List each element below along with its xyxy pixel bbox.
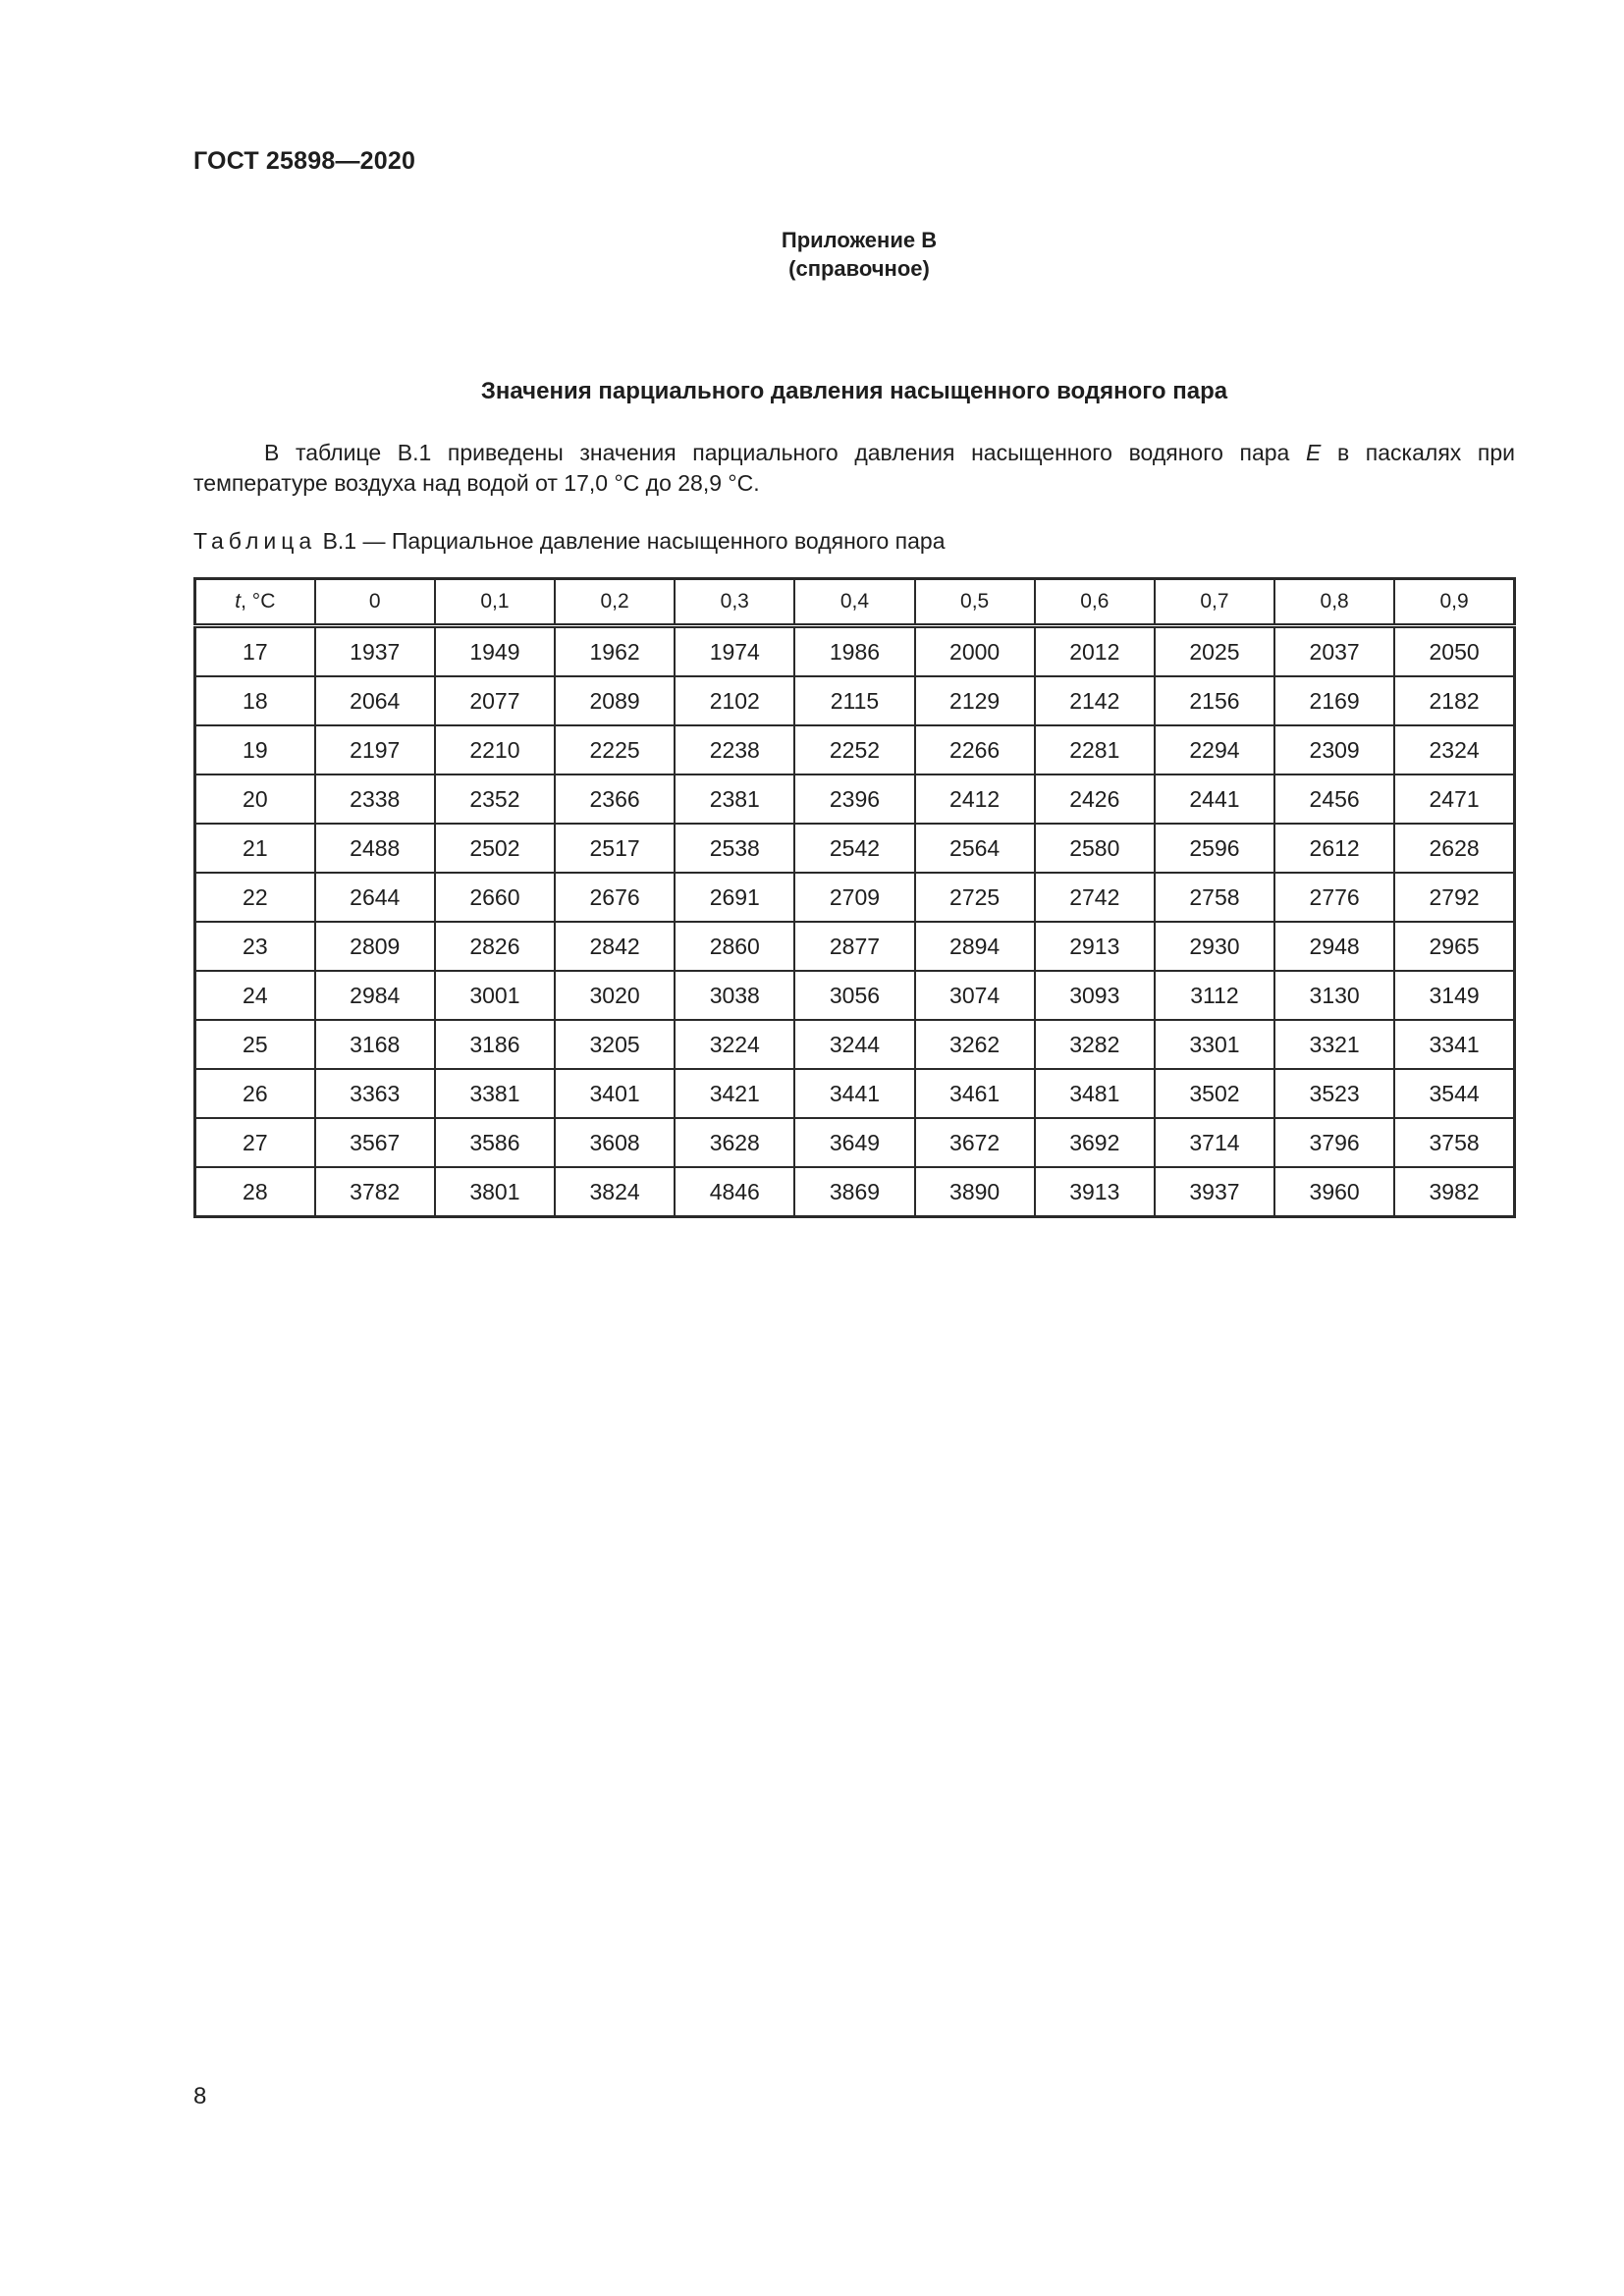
temperature-cell: 23 [195,922,315,971]
temperature-cell: 28 [195,1167,315,1217]
table-body [195,626,1515,1217]
pressure-cell: 3441 [794,1069,914,1118]
pressure-cell: 3093 [1035,971,1155,1020]
table-row [195,824,1515,873]
pressure-cell: 2792 [1394,873,1514,922]
pressure-cell: 2894 [915,922,1035,971]
header-cell: 0,1 [435,579,555,626]
pressure-cell: 3628 [675,1118,794,1167]
pressure-cell: 2089 [555,676,675,725]
pressure-cell: 3824 [555,1167,675,1217]
pressure-cell: 3782 [315,1167,435,1217]
pressure-cell: 3982 [1394,1167,1514,1217]
pressure-cell: 2965 [1394,922,1514,971]
pressure-cell: 4846 [675,1167,794,1217]
pressure-cell: 3714 [1155,1118,1274,1167]
page-number: 8 [193,2083,207,2109]
pressure-cell: 2742 [1035,873,1155,922]
pressure-cell: 3074 [915,971,1035,1020]
pressure-cell: 2197 [315,725,435,774]
pressure-cell: 3020 [555,971,675,1020]
pressure-cell: 2580 [1035,824,1155,873]
document-code: ГОСТ 25898—2020 [193,147,416,175]
temperature-cell: 18 [195,676,315,725]
pressure-cell: 2676 [555,873,675,922]
appendix-heading [0,226,1624,283]
pressure-cell: 2502 [435,824,555,873]
table-row [195,873,1515,922]
table-row [195,971,1515,1020]
table-row [195,725,1515,774]
pressure-cell: 2842 [555,922,675,971]
pressure-cell: 3481 [1035,1069,1155,1118]
pressure-cell: 2628 [1394,824,1514,873]
table-row [195,922,1515,971]
temperature-cell: 26 [195,1069,315,1118]
pressure-cell: 3758 [1394,1118,1514,1167]
pressure-cell: 3321 [1274,1020,1394,1069]
pressure-cell: 2225 [555,725,675,774]
temperature-cell: 20 [195,774,315,824]
header-cell: 0,5 [915,579,1035,626]
pressure-cell: 3112 [1155,971,1274,1020]
pressure-cell: 3692 [1035,1118,1155,1167]
pressure-cell: 2441 [1155,774,1274,824]
pressure-cell: 3913 [1035,1167,1155,1217]
pressure-cell: 2381 [675,774,794,824]
header-cell: 0,7 [1155,579,1274,626]
pressure-cell: 2709 [794,873,914,922]
table-caption-label: Таблица [193,528,317,554]
intro-symbol: E [1305,440,1322,465]
pressure-cell: 2324 [1394,725,1514,774]
header-cell: 0 [315,579,435,626]
pressure-cell: 1949 [435,626,555,677]
pressure-cell: 2294 [1155,725,1274,774]
pressure-cell: 3149 [1394,971,1514,1020]
temperature-cell: 22 [195,873,315,922]
pressure-cell: 2210 [435,725,555,774]
pressure-cell: 2725 [915,873,1035,922]
pressure-cell: 3130 [1274,971,1394,1020]
table-row [195,1118,1515,1167]
pressure-cell: 3401 [555,1069,675,1118]
table-caption [193,528,945,555]
pressure-cell: 2456 [1274,774,1394,824]
pressure-cell: 2182 [1394,676,1514,725]
table-row [195,1069,1515,1118]
pressure-cell: 2142 [1035,676,1155,725]
pressure-cell: 2913 [1035,922,1155,971]
pressure-cell: 2102 [675,676,794,725]
pressure-cell: 3608 [555,1118,675,1167]
pressure-cell: 2156 [1155,676,1274,725]
pressure-cell: 1937 [315,626,435,677]
pressure-cell: 2129 [915,676,1035,725]
pressure-cell: 3001 [435,971,555,1020]
pressure-cell: 3186 [435,1020,555,1069]
pressure-cell: 3282 [1035,1020,1155,1069]
intro-paragraph [193,438,1515,499]
pressure-cell: 2517 [555,824,675,873]
pressure-cell: 2309 [1274,725,1394,774]
pressure-cell: 2948 [1274,922,1394,971]
pressure-cell: 2984 [315,971,435,1020]
pressure-cell: 2471 [1394,774,1514,824]
pressure-cell: 3801 [435,1167,555,1217]
pressure-cell: 3796 [1274,1118,1394,1167]
pressure-cell: 2050 [1394,626,1514,677]
pressure-cell: 2691 [675,873,794,922]
pressure-cell: 2644 [315,873,435,922]
temperature-cell: 19 [195,725,315,774]
appendix-subtitle: (справочное) [788,256,930,281]
pressure-cell: 3205 [555,1020,675,1069]
pressure-cell: 3381 [435,1069,555,1118]
intro-text-before: В таблице В.1 приведены значения парциального давления насыщенного водяного пара [264,440,1306,465]
pressure-cell: 3586 [435,1118,555,1167]
pressure-cell: 2930 [1155,922,1274,971]
header-cell-temperature [195,579,315,626]
pressure-cell: 1986 [794,626,914,677]
pressure-cell: 2660 [435,873,555,922]
table-header-row [195,579,1515,626]
table-row [195,676,1515,725]
temperature-cell: 27 [195,1118,315,1167]
header-unit: , °С [241,590,276,613]
pressure-cell: 2000 [915,626,1035,677]
pressure-cell: 3937 [1155,1167,1274,1217]
table-caption-text: В.1 — Парциальное давление насыщенного водяного пара [316,528,946,554]
pressure-cell: 3363 [315,1069,435,1118]
appendix-title: Приложение В [781,228,938,252]
temperature-cell: 24 [195,971,315,1020]
pressure-cell: 2564 [915,824,1035,873]
pressure-cell: 3461 [915,1069,1035,1118]
pressure-cell: 2488 [315,824,435,873]
pressure-cell: 3502 [1155,1069,1274,1118]
pressure-cell: 2366 [555,774,675,824]
pressure-cell: 3421 [675,1069,794,1118]
pressure-cell: 3038 [675,971,794,1020]
pressure-cell: 3869 [794,1167,914,1217]
pressure-cell: 3960 [1274,1167,1394,1217]
pressure-cell: 2538 [675,824,794,873]
temperature-cell: 21 [195,824,315,873]
intro-text-after: в паскалях при температуре воздуха над водой от 17,0 °С до 28,9 °С. [193,440,1515,496]
pressure-cell: 3168 [315,1020,435,1069]
pressure-cell: 3890 [915,1167,1035,1217]
header-cell: 0,6 [1035,579,1155,626]
pressure-cell: 2115 [794,676,914,725]
pressure-cell: 3056 [794,971,914,1020]
section-title: Значения парциального давления насыщенного водяного пара [480,378,1228,404]
pressure-cell: 2252 [794,725,914,774]
pressure-cell: 2809 [315,922,435,971]
pressure-cell: 2281 [1035,725,1155,774]
pressure-cell: 1974 [675,626,794,677]
pressure-cell: 3341 [1394,1020,1514,1069]
pressure-cell: 2077 [435,676,555,725]
pressure-cell: 3301 [1155,1020,1274,1069]
table-row [195,626,1515,677]
pressure-cell: 2266 [915,725,1035,774]
pressure-cell: 2426 [1035,774,1155,824]
pressure-cell: 2169 [1274,676,1394,725]
pressure-cell: 2025 [1155,626,1274,677]
header-cell: 0,9 [1394,579,1514,626]
pressure-cell: 3544 [1394,1069,1514,1118]
pressure-cell: 3649 [794,1118,914,1167]
pressure-cell: 2338 [315,774,435,824]
pressure-cell: 2238 [675,725,794,774]
table-row [195,1020,1515,1069]
pressure-cell: 2758 [1155,873,1274,922]
header-cell: 0,2 [555,579,675,626]
pressure-cell: 3523 [1274,1069,1394,1118]
header-cell: 0,8 [1274,579,1394,626]
pressure-cell: 2352 [435,774,555,824]
pressure-cell: 2776 [1274,873,1394,922]
temperature-cell: 25 [195,1020,315,1069]
temperature-cell: 17 [195,626,315,677]
pressure-cell: 2877 [794,922,914,971]
pressure-cell: 2012 [1035,626,1155,677]
pressure-cell: 2396 [794,774,914,824]
pressure-cell: 2412 [915,774,1035,824]
pressure-cell: 2860 [675,922,794,971]
pressure-cell: 2064 [315,676,435,725]
header-cell: 0,3 [675,579,794,626]
pressure-cell: 3672 [915,1118,1035,1167]
table-row [195,1167,1515,1217]
pressure-cell: 2596 [1155,824,1274,873]
header-symbol: t [235,590,242,613]
pressure-cell: 2037 [1274,626,1394,677]
table-row [195,774,1515,824]
pressure-cell: 1962 [555,626,675,677]
pressure-cell: 3224 [675,1020,794,1069]
pressure-cell: 3567 [315,1118,435,1167]
pressure-table [193,577,1516,1218]
header-cell: 0,4 [794,579,914,626]
pressure-cell: 2542 [794,824,914,873]
pressure-cell: 2612 [1274,824,1394,873]
pressure-cell: 3244 [794,1020,914,1069]
pressure-cell: 3262 [915,1020,1035,1069]
pressure-cell: 2826 [435,922,555,971]
